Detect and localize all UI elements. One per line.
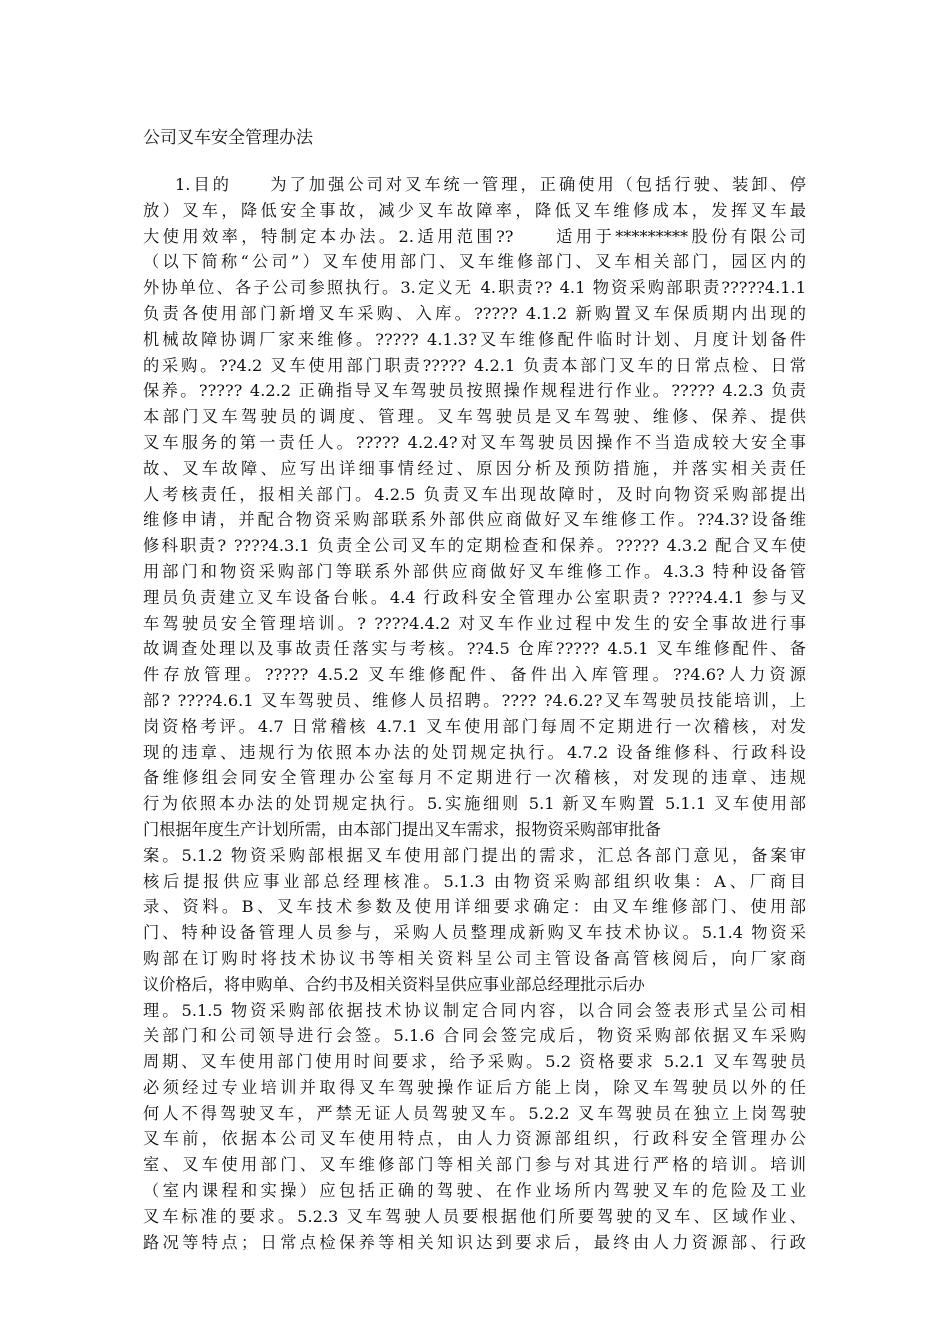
document-line: 放）叉车，降低安全事故，减少叉车故障率，降低叉车维修成本，发挥叉车最 <box>143 200 806 220</box>
document-line: 外协单位、各子公司参照执行。3.定义无 4.职责?? 4.1 物资采购部职责?????4.1.1 <box>143 278 806 298</box>
document-line: 案。5.1.2 物资采购部根据叉车使用部门提出的需求，汇总各部门意见，备案审 <box>143 845 806 865</box>
document-line: （以下简称“公司”）叉车使用部门、叉车维修部门、叉车相关部门，园区内的 <box>143 252 806 272</box>
document-line: 故、叉车故障、应写出详细事情经过、原因分析及预防措施，并落实相关责任 <box>143 458 806 478</box>
document-line: 门、特种设备管理人员参与，采购人员整理成新购叉车技术协议。5.1.4 物资采 <box>143 923 806 943</box>
document-line: 1.目的 为了加强公司对叉车统一管理，正确使用（包括行驶、装卸、停 <box>175 175 806 194</box>
document-line: 录、资料。B、叉车技术参数及使用详细要求确定：由叉车维修部门、使用部 <box>143 897 806 917</box>
document-line: 的采购。??4.2 叉车使用部门职责????? 4.2.1 负责本部门叉车的日常点检、日常 <box>143 355 806 375</box>
document-line: 本部门叉车驾驶员的调度、管理。叉车驾驶员是叉车驾驶、维修、保养、提供 <box>143 407 806 427</box>
document-line: 行为依照本办法的处罚规定执行。5.实施细则 5.1 新叉车购置 5.1.1 叉车使用部 <box>143 794 806 814</box>
document-line: 门根据年度生产计划所需，由本部门提出叉车需求，报物资采购部审批备 <box>143 819 661 839</box>
document-line: 修科职责? ????4.3.1 负责全公司叉车的定期检查和保养。????? 4.3.2 配合叉车使 <box>143 536 806 556</box>
document-line: 购部在订购时将技术协议书等相关资料呈公司主管设备高管核阅后，向厂家商 <box>143 948 806 968</box>
document-line: 室、叉车使用部门、叉车维修部门等相关部门参与对其进行严格的培训。培训 <box>143 1155 806 1175</box>
document-line: 路况等特点；日常点检保养等相关知识达到要求后，最终由人力资源部、行政 <box>143 1232 806 1252</box>
document-line: 大使用效率，特制定本办法。2.适用范围?? 适用于*********股份有限公司 <box>143 226 806 246</box>
document-line: 关部门和公司领导进行会签。5.1.6 合同会签完成后，物资采购部依据叉车采购 <box>143 1026 806 1046</box>
document-line: 件存放管理。????? 4.5.2 叉车维修配件、备件出入库管理。??4.6?人力资源 <box>143 665 806 685</box>
document-line: 周期、叉车使用部门使用时间要求，给予采购。5.2 资格要求 5.2.1 叉车驾驶员 <box>143 1052 806 1072</box>
document-line: 叉车标准的要求。5.2.3 叉车驾驶人员要根据他们所要驾驶的叉车、区域作业、 <box>143 1206 806 1226</box>
document-line: 部? ????4.6.1 叉车驾驶员、维修人员招聘。???? ?4.6.2?叉车驾驶员技能培训，上 <box>143 690 806 710</box>
document-line: 机械故障协调厂家来维修。????? 4.1.3?叉车维修配件临时计划、月度计划备件 <box>143 329 806 349</box>
document-title: 公司叉车安全管理办法 <box>143 128 313 148</box>
document-line: 必须经过专业培训并取得叉车驾驶操作证后方能上岗，除叉车驾驶员以外的任 <box>143 1077 806 1097</box>
document-line: 用部门和物资采购部门等联系外部供应商做好叉车维修工作。4.3.3 特种设备管 <box>143 561 806 581</box>
document-line: 核后提报供应事业部总经理核准。5.1.3 由物资采购部组织收集：A、厂商目 <box>143 871 806 891</box>
document-line: 人考核责任，报相关部门。4.2.5 负责叉车出现故障时，及时向物资采购部提出 <box>143 484 806 504</box>
document-line: 故调查处理以及事故责任落实与考核。??4.5 仓库????? 4.5.1 叉车维修配件、备 <box>143 639 806 659</box>
document-line: 何人不得驾驶叉车，严禁无证人员驾驶叉车。5.2.2 叉车驾驶员在独立上岗驾驶 <box>143 1103 806 1123</box>
document-line: 现的违章、违规行为依照本办法的处罚规定执行。4.7.2 设备维修科、行政科设 <box>143 742 806 762</box>
document-line: 岗资格考评。4.7 日常稽核 4.7.1 叉车使用部门每周不定期进行一次稽核，对发 <box>143 716 806 736</box>
document-line: 保养。????? 4.2.2 正确指导叉车驾驶员按照操作规程进行作业。????? 4.2.3 负责 <box>143 381 806 401</box>
document-body <box>143 172 806 1255</box>
document-line: （室内课程和实操）应包括正确的驾驶、在作业场所内驾驶叉车的危险及工业 <box>143 1181 806 1201</box>
document-line: 议价格后，将申购单、合约书及相关资料呈供应事业部总经理批示后办 <box>143 974 645 994</box>
document-line: 理员负责建立叉车设备台帐。4.4 行政科安全管理办公室职责? ????4.4.1 参与叉 <box>143 587 806 607</box>
document-line: 理。5.1.5 物资采购部依据技术协议制定合同内容，以合同会签表形式呈公司相 <box>143 1000 806 1020</box>
document-line: 车驾驶员安全管理培训。? ????4.4.2 对叉车作业过程中发生的安全事故进行事 <box>143 613 806 633</box>
document-line: 叉车服务的第一责任人。????? 4.2.4?对叉车驾驶员因操作不当造成较大安全事 <box>143 432 806 452</box>
document-line: 维修申请，并配合物资采购部联系外部供应商做好叉车维修工作。??4.3?设备维 <box>143 510 806 530</box>
document-line: 备维修组会同安全管理办公室每月不定期进行一次稽核，对发现的违章、违规 <box>143 768 806 788</box>
document-line: 负责各使用部门新增叉车采购、入库。????? 4.1.2 新购置叉车保质期内出现的 <box>143 303 806 323</box>
document-line: 叉车前，依据本公司叉车使用特点，由人力资源部组织，行政科安全管理办公 <box>143 1129 806 1149</box>
